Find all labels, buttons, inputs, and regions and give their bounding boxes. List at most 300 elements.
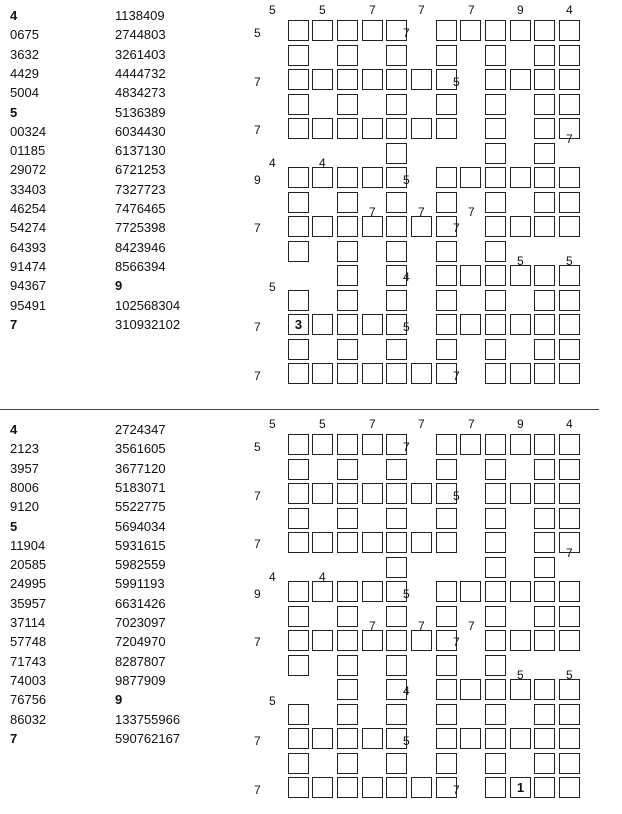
grid-cell[interactable]	[485, 483, 506, 504]
grid-cell[interactable]	[386, 483, 407, 504]
grid-cell[interactable]	[534, 167, 555, 188]
grid-cell[interactable]	[534, 557, 555, 578]
number-entry: 24995	[10, 576, 47, 592]
grid-cell[interactable]	[534, 69, 555, 90]
grid-cell[interactable]	[386, 459, 407, 480]
number-entry: 4444732	[115, 65, 166, 81]
grid-cell[interactable]	[510, 679, 531, 700]
grid-cell[interactable]	[485, 314, 506, 335]
grid-cell[interactable]	[386, 363, 407, 384]
grid-cell[interactable]	[436, 265, 457, 286]
grid-cell[interactable]	[362, 167, 383, 188]
grid-cell[interactable]	[337, 630, 358, 651]
length-clue: 5	[566, 668, 573, 682]
length-clue: 7	[369, 619, 376, 633]
grid-cell[interactable]	[288, 581, 309, 602]
grid-cell[interactable]	[510, 363, 531, 384]
number-entry: 11904	[10, 537, 46, 553]
grid-cell[interactable]	[312, 483, 333, 504]
length-clue: 5	[254, 440, 261, 454]
grid-cell[interactable]	[411, 630, 432, 651]
grid-cell[interactable]	[510, 20, 531, 41]
grid-cell[interactable]	[436, 118, 457, 139]
grid-cell[interactable]	[288, 339, 309, 360]
grid-cell[interactable]	[534, 434, 555, 455]
grid-cell[interactable]	[337, 216, 358, 237]
number-entry: 33403	[10, 181, 47, 197]
grid-cell[interactable]	[485, 143, 506, 164]
length-clue: 4	[403, 270, 410, 284]
grid-cell[interactable]	[337, 704, 358, 725]
grid-cell[interactable]	[485, 728, 506, 749]
grid-cell[interactable]	[337, 20, 358, 41]
grid-cell[interactable]	[337, 728, 358, 749]
given-digit-cell[interactable]: 1	[510, 777, 531, 798]
grid-cell[interactable]	[534, 777, 555, 798]
grid-cell[interactable]	[485, 704, 506, 725]
grid-cell[interactable]	[386, 777, 407, 798]
number-entry: 7327723	[115, 181, 166, 197]
grid-cell[interactable]	[288, 94, 309, 115]
number-entry: 91474	[10, 258, 47, 274]
grid-cell[interactable]	[411, 118, 432, 139]
grid-cell[interactable]	[485, 265, 506, 286]
grid-cell[interactable]	[288, 45, 309, 66]
puzzle-2	[0, 414, 622, 812]
grid-cell[interactable]	[288, 69, 309, 90]
grid-cell[interactable]	[460, 581, 481, 602]
grid-cell[interactable]	[337, 94, 358, 115]
grid-cell[interactable]	[312, 581, 333, 602]
grid-cell[interactable]	[337, 339, 358, 360]
grid-cell[interactable]	[534, 606, 555, 627]
grid-cell[interactable]	[337, 581, 358, 602]
number-entry: 94367	[10, 278, 47, 294]
grid-cell[interactable]	[485, 167, 506, 188]
grid-cell[interactable]	[288, 777, 309, 798]
length-clue: 7	[254, 537, 261, 551]
number-entry: 3957	[10, 460, 39, 476]
grid-cell[interactable]	[534, 314, 555, 335]
grid-cell[interactable]	[436, 606, 457, 627]
grid-cell[interactable]	[485, 753, 506, 774]
grid-cell[interactable]	[436, 290, 457, 311]
grid-cell[interactable]	[559, 434, 580, 455]
grid-cell[interactable]	[485, 94, 506, 115]
grid-cell[interactable]	[534, 679, 555, 700]
grid-cell[interactable]	[312, 532, 333, 553]
grid-cell[interactable]	[436, 532, 457, 553]
length-clue: 5	[254, 26, 261, 40]
grid-cell[interactable]	[362, 118, 383, 139]
grid-cell[interactable]	[559, 69, 580, 90]
grid-cell[interactable]	[386, 94, 407, 115]
grid-cell[interactable]	[312, 777, 333, 798]
grid-cell[interactable]	[460, 20, 481, 41]
grid-cell[interactable]	[288, 241, 309, 262]
grid-cell[interactable]	[337, 167, 358, 188]
grid-cell[interactable]	[288, 753, 309, 774]
number-entry: 7725398	[115, 220, 166, 236]
grid-cell[interactable]	[288, 483, 309, 504]
grid-cell[interactable]	[312, 363, 333, 384]
grid-cell[interactable]	[534, 20, 555, 41]
grid-cell[interactable]	[362, 69, 383, 90]
grid-cell[interactable]	[362, 777, 383, 798]
grid-cell[interactable]	[288, 459, 309, 480]
grid-cell[interactable]	[436, 508, 457, 529]
grid-cell[interactable]	[312, 728, 333, 749]
grid-cell[interactable]	[386, 118, 407, 139]
grid-cell[interactable]	[337, 363, 358, 384]
grid-cell[interactable]	[362, 532, 383, 553]
number-entry: 5931615	[115, 537, 166, 553]
grid-cell[interactable]	[559, 606, 580, 627]
grid-cell[interactable]	[485, 630, 506, 651]
length-clue: 5	[319, 3, 326, 17]
grid-cell[interactable]	[386, 45, 407, 66]
length-clue: 5	[403, 587, 410, 601]
grid-cell[interactable]	[510, 216, 531, 237]
grid-cell[interactable]	[386, 508, 407, 529]
number-entry: 2123	[10, 441, 39, 457]
grid-cell[interactable]	[485, 363, 506, 384]
grid-cell[interactable]	[411, 69, 432, 90]
grid-cell[interactable]	[312, 167, 333, 188]
grid-cell[interactable]	[362, 363, 383, 384]
grid-cell[interactable]	[362, 216, 383, 237]
grid-cell[interactable]	[534, 532, 555, 553]
grid-cell[interactable]	[288, 508, 309, 529]
grid-cell[interactable]	[436, 704, 457, 725]
grid-cell[interactable]	[386, 655, 407, 676]
grid-cell[interactable]	[312, 314, 333, 335]
grid-cell[interactable]	[362, 581, 383, 602]
grid-cell[interactable]	[386, 216, 407, 237]
grid-cell[interactable]	[534, 630, 555, 651]
length-clue: 7	[254, 75, 261, 89]
grid-cell[interactable]	[534, 94, 555, 115]
grid-cell[interactable]	[386, 290, 407, 311]
number-entry: 01185	[10, 143, 46, 159]
length-clue: 5	[319, 417, 326, 431]
grid-cell[interactable]	[534, 265, 555, 286]
grid-cell[interactable]	[288, 532, 309, 553]
length-header: 9	[115, 278, 123, 294]
number-entry: 5991193	[115, 576, 165, 592]
grid-cell[interactable]	[288, 118, 309, 139]
grid-cell[interactable]	[510, 483, 531, 504]
grid-cell[interactable]	[460, 679, 481, 700]
grid-cell[interactable]	[411, 483, 432, 504]
grid-cell[interactable]	[534, 363, 555, 384]
grid-cell[interactable]	[485, 655, 506, 676]
grid-cell[interactable]	[485, 557, 506, 578]
grid-cell[interactable]	[386, 143, 407, 164]
number-entry: 8566394	[115, 258, 166, 274]
grid-cell[interactable]	[288, 290, 309, 311]
number-entry: 86032	[10, 711, 47, 727]
grid-cell[interactable]	[337, 655, 358, 676]
grid-cell[interactable]	[337, 508, 358, 529]
number-entry: 8423946	[115, 239, 166, 255]
grid-cell[interactable]	[485, 192, 506, 213]
grid-cell[interactable]	[288, 434, 309, 455]
grid-cell[interactable]	[485, 118, 506, 139]
grid-cell[interactable]	[485, 777, 506, 798]
number-entry: 64393	[10, 239, 47, 255]
grid-cell[interactable]	[559, 94, 580, 115]
grid-cell[interactable]	[485, 216, 506, 237]
grid-cell[interactable]	[411, 216, 432, 237]
grid-cell[interactable]	[337, 265, 358, 286]
grid-cell[interactable]	[411, 777, 432, 798]
grid-cell[interactable]	[411, 532, 432, 553]
length-clue: 5	[453, 75, 460, 89]
grid-cell[interactable]	[534, 508, 555, 529]
grid-cell[interactable]	[559, 45, 580, 66]
grid-cell[interactable]	[411, 363, 432, 384]
grid-cell[interactable]	[534, 704, 555, 725]
grid-cell[interactable]	[534, 339, 555, 360]
grid-cell[interactable]	[436, 314, 457, 335]
number-entry: 8006	[10, 479, 39, 495]
grid-cell[interactable]	[559, 314, 580, 335]
grid-cell[interactable]	[386, 557, 407, 578]
grid-cell[interactable]	[386, 192, 407, 213]
number-entry: 3677120	[115, 460, 166, 476]
length-clue: 7	[418, 3, 425, 17]
grid-cell[interactable]	[559, 459, 580, 480]
grid-cell[interactable]	[559, 630, 580, 651]
length-clue: 7	[403, 26, 410, 40]
grid-cell[interactable]	[485, 20, 506, 41]
grid-cell[interactable]	[510, 728, 531, 749]
grid-cell[interactable]	[337, 434, 358, 455]
grid-cell[interactable]	[534, 143, 555, 164]
grid-cell[interactable]	[288, 606, 309, 627]
grid-cell[interactable]	[534, 118, 555, 139]
grid-cell[interactable]	[386, 606, 407, 627]
number-entry: 71743	[10, 653, 47, 669]
grid-cell[interactable]	[312, 216, 333, 237]
number-entry: 2724347	[115, 422, 166, 437]
grid-cell[interactable]	[436, 192, 457, 213]
grid-cell[interactable]	[386, 704, 407, 725]
grid-cell[interactable]	[559, 167, 580, 188]
grid-cell[interactable]	[559, 728, 580, 749]
grid-cell[interactable]	[510, 314, 531, 335]
grid-cell[interactable]	[288, 20, 309, 41]
grid-cell[interactable]	[436, 241, 457, 262]
grid-cell[interactable]	[559, 265, 580, 286]
grid-cell[interactable]	[337, 483, 358, 504]
grid-cell[interactable]	[436, 459, 457, 480]
grid-cell[interactable]	[386, 753, 407, 774]
grid-cell[interactable]	[337, 241, 358, 262]
length-clue: 5	[517, 254, 524, 268]
grid-cell[interactable]	[288, 363, 309, 384]
grid-cell[interactable]	[312, 69, 333, 90]
number-entry: 5004	[10, 85, 39, 101]
grid-cell[interactable]	[559, 192, 580, 213]
given-digit-cell[interactable]: 3	[288, 314, 309, 335]
length-clue: 4	[269, 156, 276, 170]
grid-cell[interactable]	[386, 532, 407, 553]
length-clue: 7	[403, 440, 410, 454]
number-entry: 95491	[10, 297, 47, 313]
grid-cell[interactable]	[337, 69, 358, 90]
grid-cell[interactable]	[559, 753, 580, 774]
grid-cell[interactable]	[337, 532, 358, 553]
grid-cell[interactable]	[559, 581, 580, 602]
grid-cell[interactable]	[288, 192, 309, 213]
grid-cell[interactable]	[362, 630, 383, 651]
grid-cell[interactable]	[288, 167, 309, 188]
grid-cell[interactable]	[337, 290, 358, 311]
length-clue: 4	[319, 156, 326, 170]
grid-cell[interactable]	[534, 728, 555, 749]
grid-cell[interactable]	[312, 630, 333, 651]
grid-cell[interactable]	[534, 581, 555, 602]
grid-cell[interactable]	[312, 118, 333, 139]
grid-cell[interactable]	[559, 483, 580, 504]
number-entry: 76756	[10, 692, 47, 708]
length-clue: 5	[453, 489, 460, 503]
grid-cell[interactable]	[485, 339, 506, 360]
grid-cell[interactable]	[510, 265, 531, 286]
grid-cell[interactable]	[485, 290, 506, 311]
grid-cell[interactable]	[559, 777, 580, 798]
grid-cell[interactable]	[436, 581, 457, 602]
length-clue: 7	[418, 619, 425, 633]
grid-cell[interactable]	[510, 434, 531, 455]
length-clue: 7	[453, 783, 460, 797]
grid-cell[interactable]	[386, 69, 407, 90]
length-clue: 7	[254, 734, 261, 748]
grid-cell[interactable]	[436, 94, 457, 115]
number-entry: 74003	[10, 672, 47, 688]
grid-cell[interactable]	[436, 728, 457, 749]
grid-cell[interactable]	[436, 655, 457, 676]
grid-cell[interactable]	[510, 630, 531, 651]
grid-cell[interactable]	[559, 339, 580, 360]
grid-cell[interactable]	[436, 339, 457, 360]
grid-cell[interactable]	[362, 483, 383, 504]
grid-cell[interactable]	[485, 241, 506, 262]
number-entry: 3632	[10, 46, 39, 62]
grid-cell[interactable]	[337, 118, 358, 139]
grid-cell[interactable]	[485, 434, 506, 455]
grid-cell[interactable]	[485, 606, 506, 627]
grid-cell[interactable]	[337, 679, 358, 700]
grid-cell[interactable]	[337, 314, 358, 335]
grid-cell[interactable]	[362, 728, 383, 749]
number-entry: 46254	[10, 201, 47, 216]
grid-cell[interactable]	[436, 679, 457, 700]
grid-cell[interactable]	[460, 314, 481, 335]
grid-cell[interactable]	[288, 704, 309, 725]
grid-cell[interactable]	[362, 314, 383, 335]
number-entry: 1138409	[115, 8, 165, 23]
grid-cell[interactable]	[485, 69, 506, 90]
grid-cell[interactable]	[337, 606, 358, 627]
number-entry: 6034430	[115, 123, 166, 139]
grid-cell[interactable]	[337, 45, 358, 66]
grid-cell[interactable]	[534, 459, 555, 480]
grid-cell[interactable]	[436, 20, 457, 41]
grid-cell[interactable]	[288, 728, 309, 749]
grid-cell[interactable]	[386, 339, 407, 360]
grid-cell[interactable]	[559, 216, 580, 237]
grid-cell[interactable]	[460, 434, 481, 455]
grid-cell[interactable]	[362, 20, 383, 41]
grid-cell[interactable]	[559, 704, 580, 725]
grid-cell[interactable]	[534, 753, 555, 774]
grid-cell[interactable]	[337, 753, 358, 774]
grid-cell[interactable]	[460, 167, 481, 188]
grid-cell[interactable]	[288, 655, 309, 676]
length-clue: 7	[418, 205, 425, 219]
grid-cell[interactable]	[386, 630, 407, 651]
grid-cell[interactable]	[337, 777, 358, 798]
number-entry: 57748	[10, 634, 47, 650]
number-entry: 133755966	[115, 711, 181, 727]
grid-cell[interactable]	[485, 581, 506, 602]
grid-cell[interactable]	[534, 192, 555, 213]
grid-cell[interactable]	[485, 508, 506, 529]
grid-cell[interactable]	[337, 192, 358, 213]
number-entry: 6137130	[115, 143, 166, 159]
grid-cell[interactable]	[534, 290, 555, 311]
number-entry: 5183071	[115, 479, 166, 495]
grid-cell[interactable]	[436, 45, 457, 66]
grid-cell[interactable]	[312, 434, 333, 455]
grid-cell[interactable]	[559, 679, 580, 700]
grid-cell[interactable]	[288, 216, 309, 237]
grid-cell[interactable]	[485, 679, 506, 700]
grid-cell[interactable]	[460, 728, 481, 749]
grid-cell[interactable]	[288, 630, 309, 651]
grid-cell[interactable]	[559, 20, 580, 41]
grid-cell[interactable]	[386, 241, 407, 262]
grid-cell[interactable]	[510, 581, 531, 602]
grid-cell[interactable]	[534, 45, 555, 66]
number-entry: 9877909	[115, 672, 166, 688]
grid-cell[interactable]	[337, 459, 358, 480]
grid-cell[interactable]	[460, 265, 481, 286]
length-clue: 7	[453, 635, 460, 649]
grid-cell[interactable]	[436, 167, 457, 188]
grid-cell[interactable]	[510, 167, 531, 188]
grid-cell[interactable]	[510, 69, 531, 90]
grid-cell[interactable]	[362, 434, 383, 455]
grid-cell[interactable]	[485, 45, 506, 66]
grid-cell[interactable]	[436, 434, 457, 455]
grid-cell[interactable]	[534, 216, 555, 237]
grid-cell[interactable]	[312, 20, 333, 41]
grid-cell[interactable]	[485, 532, 506, 553]
grid-cell[interactable]	[436, 753, 457, 774]
grid-cell[interactable]	[559, 508, 580, 529]
length-clue: 7	[254, 489, 261, 503]
number-entry: 7023097	[115, 615, 166, 630]
grid-cell[interactable]	[559, 290, 580, 311]
length-clue: 9	[517, 417, 524, 431]
grid-cell[interactable]	[485, 459, 506, 480]
grid-cell[interactable]	[559, 363, 580, 384]
grid-cell[interactable]	[534, 483, 555, 504]
